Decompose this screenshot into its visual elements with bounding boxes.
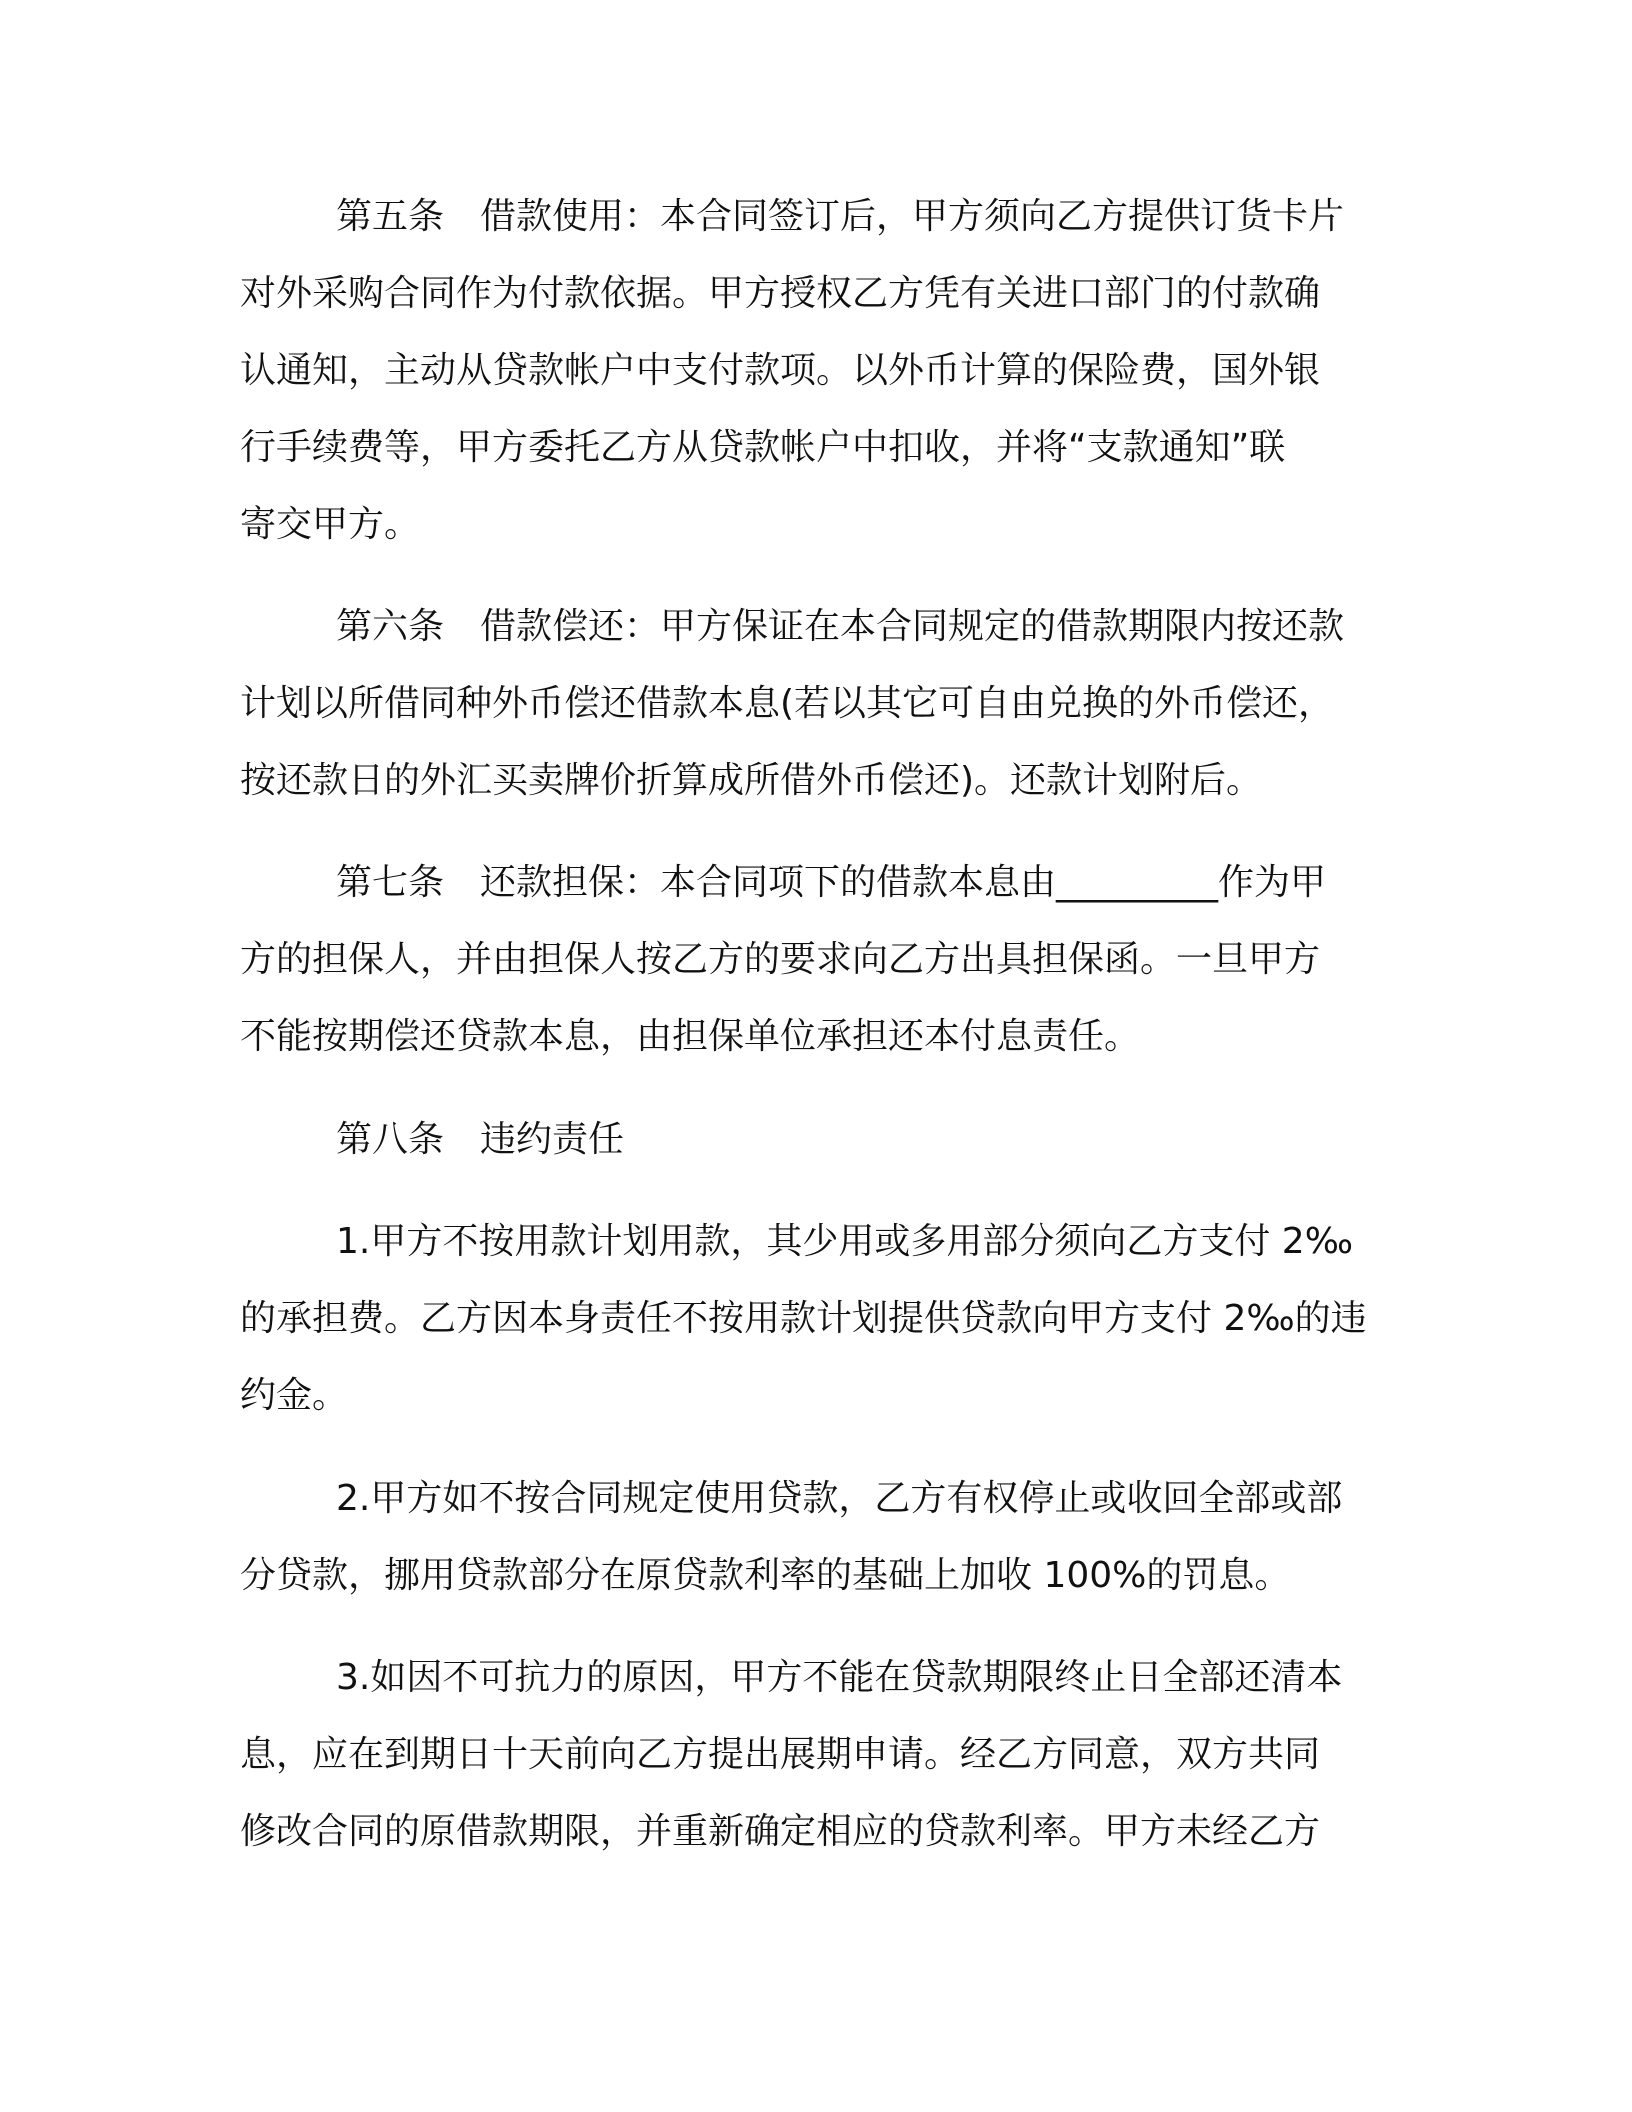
text-line: 认通知，主动从贷款帐户中支付款项。以外币计算的保险费，国外银	[240, 350, 1321, 391]
text-line: 的承担费。乙方因本身责任不按用款计划提供贷款向甲方支付 2‰的违	[240, 1298, 1367, 1339]
text-line: 行手续费等，甲方委托乙方从贷款帐户中扣收，并将“支款通知”联	[240, 427, 1286, 468]
text-line: 3.如因不可抗力的原因，甲方不能在贷款期限终止日全部还清本	[336, 1657, 1343, 1698]
text-line: 不能按期偿还贷款本息，由担保单位承担还本付息责任。	[240, 1016, 1141, 1057]
text-line: 约金。	[240, 1375, 349, 1416]
text-line: 方的担保人，并由担保人按乙方的要求向乙方出具担保函。一旦甲方	[240, 939, 1321, 980]
text-line: 第六条 借款偿还：甲方保证在本合同规定的借款期限内按还款	[336, 606, 1345, 647]
text-line: 对外采购合同作为付款依据。甲方授权乙方凭有关进口部门的付款确	[240, 273, 1321, 314]
document-page	[240, 0, 1390, 2112]
text-line: 分贷款，挪用贷款部分在原贷款利率的基础上加收 100%的罚息。	[240, 1555, 1291, 1596]
text-line: 第七条 还款担保：本合同项下的借款本息由_________作为甲	[336, 862, 1327, 903]
text-line: 1.甲方不按用款计划用款，其少用或多用部分须向乙方支付 2‰	[336, 1221, 1354, 1262]
text-line: 按还款日的外汇买卖牌价折算成所借外币偿还)。还款计划附后。	[240, 760, 1263, 801]
text-line: 第八条 违约责任	[336, 1119, 625, 1160]
text-line: 修改合同的原借款期限，并重新确定相应的贷款利率。甲方未经乙方	[240, 1811, 1321, 1852]
text-line: 计划以所借同种外币偿还借款本息(若以其它可自由兑换的外币偿还，	[240, 683, 1335, 724]
text-line: 寄交甲方。	[240, 504, 421, 545]
text-line: 2.甲方如不按合同规定使用贷款，乙方有权停止或收回全部或部	[336, 1478, 1343, 1519]
text-line: 第五条 借款使用：本合同签订后，甲方须向乙方提供订货卡片	[336, 196, 1345, 237]
text-line: 息，应在到期日十天前向乙方提出展期申请。经乙方同意，双方共同	[240, 1734, 1321, 1775]
